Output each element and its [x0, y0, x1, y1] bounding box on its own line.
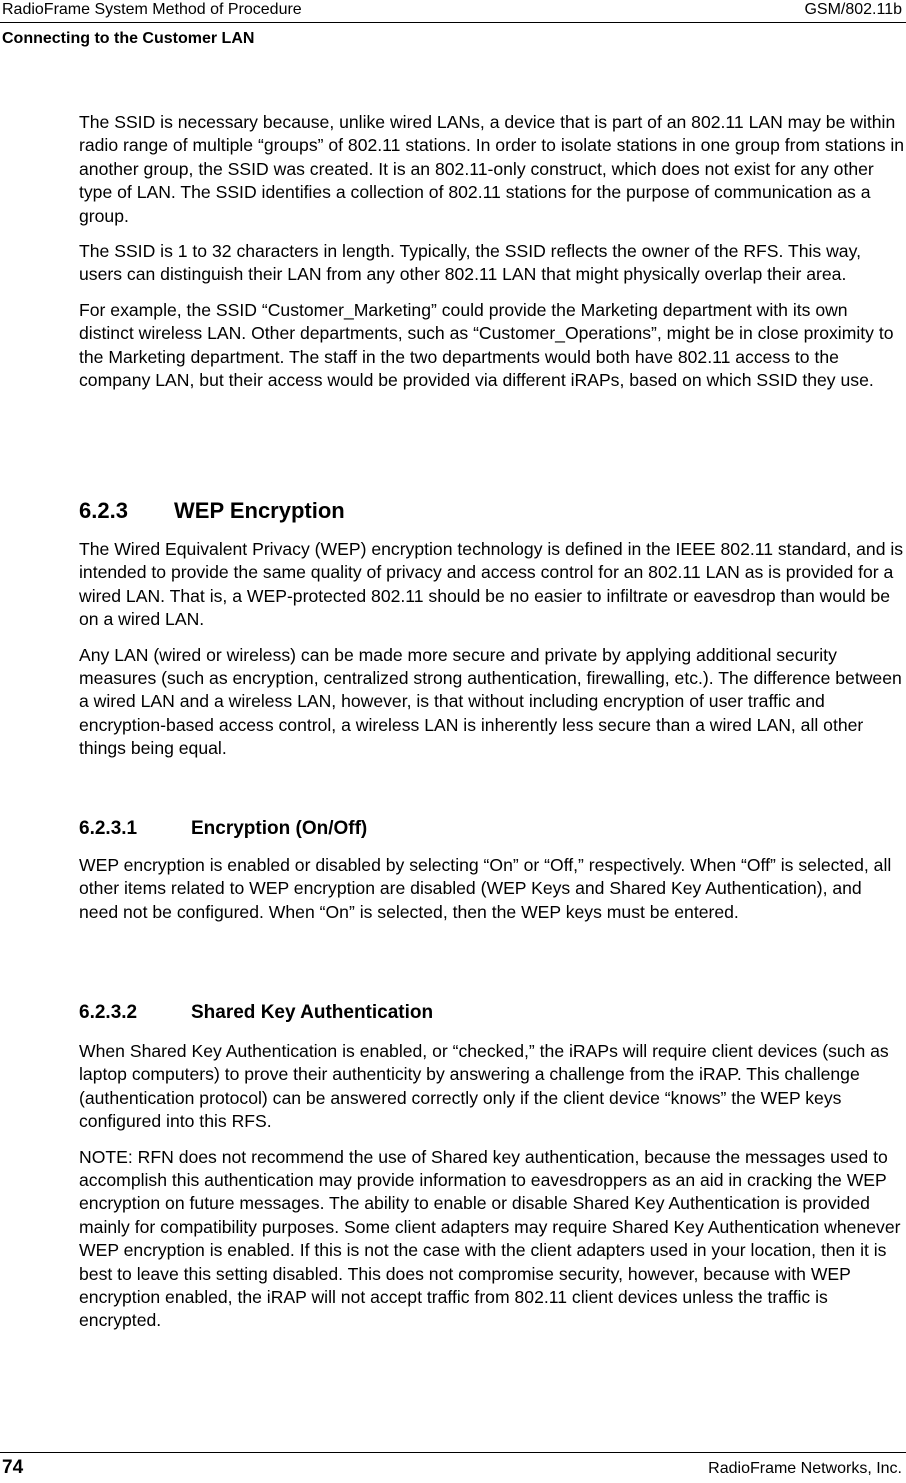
intro-text — [79, 111, 905, 404]
paragraph: WEP encryption is enabled or disabled by selecting “On” or “Off,” respectively. When “Off” is selected, all other items related to WEP encryption are disabled (WEP Keys and Shared Key Authentication), and need not be configured. When “On” is selected, then the WEP keys must be entered. — [79, 855, 892, 922]
paragraph: The Wired Equivalent Privacy (WEP) encryption technology is defined in the IEEE 802.11 standard, and is intended to provide the same quality of privacy and access control for an 802.11 LAN as is provided for a wired LAN. That is, a WEP-protected 802.11 should be no easier to infiltrate or eavesdrop than would be on a wired LAN. — [79, 539, 904, 630]
section-6-2-3-body — [79, 538, 905, 773]
page-number: 74 — [2, 1457, 24, 1478]
section-number: 6.2.3.2 — [79, 1002, 138, 1023]
company-name: RadioFrame Networks, Inc. — [708, 1460, 902, 1477]
section-title: Encryption (On/Off) — [191, 818, 368, 839]
page-header — [0, 0, 906, 47]
header-rule — [0, 0, 906, 23]
section-heading-6-2-3-2 — [79, 1001, 433, 1025]
paragraph: Any LAN (wired or wireless) can be made more secure and private by applying additional security measures (such as encryption, centralized strong authentication, firewalling, etc.). The difference between a wired LAN and a wireless LAN, however, is that without including encryption of user traffic and encryption-based access control, a wireless LAN is inherently less secure than a wired LAN, all other things being equal. — [79, 644, 902, 759]
section-heading-6-2-3-1 — [79, 817, 367, 841]
paragraph: The SSID is 1 to 32 characters in length. Typically, the SSID reflects the owner of the RFS. This way, users can distinguish their LAN from any other 802.11 LAN that might physically overlap their area. — [79, 241, 861, 285]
document-code: GSM/802.11b — [804, 1, 902, 18]
section-number: 6.2.3 — [79, 498, 128, 523]
section-6-2-3-1-body — [79, 854, 905, 936]
paragraph: When Shared Key Authentication is enabled, or “checked,” the iRAPs will require client devices (such as laptop computers) to prove their authenticity by answering a challenge from the iRAP. This challenge (authentication protocol) can be answered correctly only if the client device “knows” the WEP keys configured into this RFS. — [79, 1041, 889, 1132]
chapter-title: Connecting to the Customer LAN — [2, 30, 255, 47]
paragraph: The SSID is necessary because, unlike wired LANs, a device that is part of an 802.11 LAN may be within radio range of multiple “groups” of 802.11 stations. In order to isolate stations in one group from stations in another group, the SSID was created. It is an 802.11-only construct, which does not exist for any other type of LAN. The SSID identifies a collection of 802.11 stations for the purpose of communication as a group. — [79, 112, 905, 226]
section-title: Shared Key Authentication — [191, 1002, 434, 1023]
section-number: 6.2.3.1 — [79, 818, 138, 839]
page-footer — [0, 1452, 906, 1483]
section-heading-6-2-3 — [79, 498, 345, 524]
document-title: RadioFrame System Method of Procedure — [2, 1, 302, 18]
section-6-2-3-2-body — [79, 1040, 905, 1345]
paragraph: For example, the SSID “Customer_Marketing” could provide the Marketing department with its own distinct wireless LAN. Other departments, such as “Customer_Operations”, might be in close proximity to the Marketing department. The staff in the two departments would both have 802.11 access to the company LAN, but their access would be provided via different iRAPs, based on which SSID they use. — [79, 299, 894, 391]
paragraph: NOTE: RFN does not recommend the use of Shared key authentication, because the messages used to accomplish this authentication may provide information to eavesdroppers as an aid in cracking the WEP encryption on future messages. The ability to enable or disable Shared Key Authentication is provided mainly for compatibility purposes. Some client adapters may require Shared Key Authentication whenever WEP encryption is enabled. If this is not the case with the client adapters used in your location, then it is best to leave this setting disabled. This does not compromise security, however, because with WEP encryption enabled, the iRAP will not accept traffic from 802.11 client devices unless the traffic is encrypted. — [79, 1146, 901, 1331]
section-title: WEP Encryption — [174, 498, 345, 523]
